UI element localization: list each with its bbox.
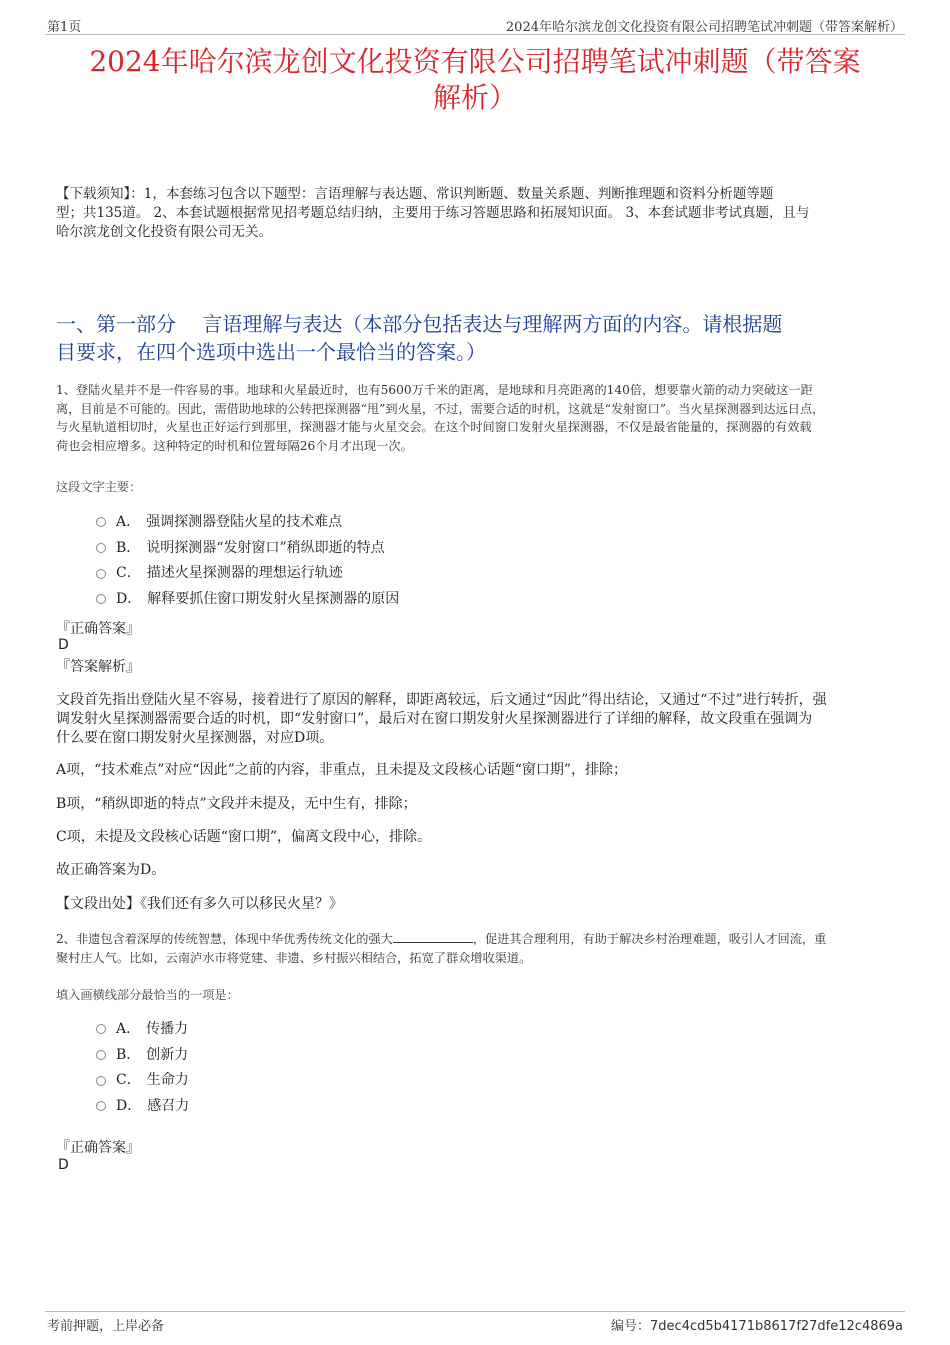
title-line-2: 解析） xyxy=(432,81,517,114)
q1-line-4: 荷也会相应增多。这种特定的时机和位置每隔26个月才出现一次。 xyxy=(56,438,413,453)
question-2-prompt: 填入画横线部分最恰当的一项是： xyxy=(56,988,239,1002)
q2-answer: D xyxy=(58,1157,69,1173)
option-text: 描述火星探测器的理想运行轨迹 xyxy=(146,565,343,582)
radio-icon[interactable] xyxy=(96,543,106,553)
footer-code-label: 编号： xyxy=(611,1319,651,1334)
q1-answer-label: 『正确答案』 xyxy=(56,621,140,637)
q1-analysis-label: 『答案解析』 xyxy=(56,659,140,675)
q1-analysis-b: B项，“稍纵即逝的特点”文段并未提及，无中生有，排除； xyxy=(56,796,417,812)
option-text: 解释要抓住窗口期发射火星探测器的原因 xyxy=(147,590,400,607)
title-line-1: 2024年哈尔滨龙创文化投资有限公司招聘笔试冲刺题（带答案 xyxy=(89,45,861,78)
option-text: 说明探测器“发射窗口”稍纵即逝的特点 xyxy=(146,539,385,556)
q1-option-a[interactable] xyxy=(96,508,399,534)
radio-icon[interactable] xyxy=(96,517,106,527)
q2-line-1a: 2、非遗包含着深厚的传统智慧，体现中华优秀传统文化的强大 xyxy=(56,932,393,946)
q2-answer-label: 『正确答案』 xyxy=(56,1140,140,1156)
radio-icon[interactable] xyxy=(96,1024,106,1034)
question-1-prompt: 这段文字主要： xyxy=(56,480,142,494)
q2-option-b[interactable] xyxy=(96,1041,189,1067)
q1-option-c[interactable] xyxy=(96,559,399,585)
q1-answer: D xyxy=(58,637,69,653)
option-text: 感召力 xyxy=(147,1097,190,1114)
option-text: 创新力 xyxy=(146,1046,189,1063)
option-label: D． xyxy=(116,590,142,607)
radio-icon[interactable] xyxy=(96,1050,106,1060)
q2-option-d[interactable] xyxy=(96,1092,189,1118)
option-label: D． xyxy=(116,1097,142,1114)
page-number: 第1页 xyxy=(47,20,82,35)
option-label: A． xyxy=(116,1020,141,1037)
option-label: B． xyxy=(116,1046,141,1063)
footer-code xyxy=(611,1315,903,1334)
q2-option-c[interactable] xyxy=(96,1066,189,1092)
q2-line-2: 聚村庄人气。比如，云南泸水市将党建、非遗、乡村振兴相结合，拓宽了群众增收渠道。 xyxy=(56,950,532,965)
footer-slogan: 考前押题，上岸必备 xyxy=(47,1319,165,1334)
q1-line-3: 与火星轨道相切时，火星也正好运行到那里，探测器才能与火星交会。在这个时间窗口发射火星探测器，不仅是最省能量的，探测器的有效载 xyxy=(56,420,812,434)
q2-line-1 xyxy=(56,930,910,949)
section-heading-line-2: 目要求，在四个选项中选出一个最恰当的答案。） xyxy=(56,340,486,364)
notice-line-1: 【下载须知】：1，本套练习包含以下题型：言语理解与表达题、常识判断题、数量关系题、判断推理题和资料分析题等题 xyxy=(56,186,774,202)
option-label: C． xyxy=(116,1072,141,1089)
q1-option-b[interactable] xyxy=(96,534,399,560)
option-text: 生命力 xyxy=(146,1072,189,1089)
question-2-text xyxy=(56,930,910,967)
q1-option-d[interactable] xyxy=(96,585,399,611)
q2-option-a[interactable] xyxy=(96,1015,189,1041)
radio-icon[interactable] xyxy=(96,1101,106,1111)
download-notice xyxy=(56,185,900,242)
radio-icon[interactable] xyxy=(96,1076,106,1086)
notice-line-3: 哈尔滨龙创文化投资有限公司无关。 xyxy=(56,224,272,240)
analysis-line-1: 文段首先指出登陆火星不容易，接着进行了原因的解释，即距离较远，后文通过“因此”得出结论，又通过“不过”进行转折，强 xyxy=(56,692,827,708)
page-footer xyxy=(45,1311,905,1334)
option-text: 强调探测器登陆火星的技术难点 xyxy=(146,513,343,530)
analysis-line-3: 什么要在窗口期发射火星探测器，对应D项。 xyxy=(56,730,334,746)
notice-line-2: 型；共135道。 2、本套试题根据常见招考题总结归纳，主要用于练习答题思路和拓展知识面。 3、本套试题非考试真题，且与 xyxy=(56,205,810,221)
radio-icon[interactable] xyxy=(96,594,106,604)
q1-analysis-c: C项，未提及文段核心话题“窗口期”，偏离文段中心，排除。 xyxy=(56,829,432,845)
fill-blank xyxy=(393,930,473,943)
q1-analysis xyxy=(56,691,904,748)
header-doc-title: 2024年哈尔滨龙创文化投资有限公司招聘笔试冲刺题（带答案解析） xyxy=(505,20,903,35)
page-header xyxy=(45,14,905,35)
radio-icon[interactable] xyxy=(96,569,106,579)
q2-line-1b: ，促进其合理利用，有助于解决乡村治理难题，吸引人才回流，重 xyxy=(472,932,827,946)
q1-line-2: 离，目前是不可能的。因此，需借助地球的公转把探测器“甩”到火星，不过，需要合适的时机，这就是“发射窗口”。当火星探测器到达远日点， xyxy=(56,401,825,416)
question-2-options xyxy=(96,1015,189,1118)
option-text: 传播力 xyxy=(146,1020,189,1037)
question-1-options xyxy=(96,508,399,611)
section-heading xyxy=(56,310,894,366)
footer-code-value: 7dec4cd5b4171b8617f27dfe12c4869a xyxy=(650,1319,903,1334)
section-heading-line-1: 一、第一部分 言语理解与表达（本部分包括表达与理解两方面的内容。请根据题 xyxy=(56,312,783,336)
option-label: B． xyxy=(116,539,141,556)
option-label: C． xyxy=(116,565,141,582)
q1-conclusion: 故正确答案为D。 xyxy=(56,862,166,878)
q1-source: 【文段出处】《我们还有多久可以移民火星？》 xyxy=(56,896,343,912)
q1-analysis-a: A项，“技术难点”对应“因此”之前的内容，非重点，且未提及文段核心话题“窗口期”，排除； xyxy=(56,762,628,778)
analysis-line-2: 调发射火星探测器需要合适的时机，即“发射窗口”，最后对在窗口期发射火星探测器进行了详细的解释，故文段重在强调为 xyxy=(56,711,813,727)
q1-line-1: 1、登陆火星并不是一件容易的事。地球和火星最近时，也有5600万千米的距离，是地球和月亮距离的140倍，想要靠火箭的动力突破这一距 xyxy=(56,383,813,397)
option-label: A． xyxy=(116,513,141,530)
question-1-text xyxy=(56,381,910,455)
document-title xyxy=(40,44,910,116)
